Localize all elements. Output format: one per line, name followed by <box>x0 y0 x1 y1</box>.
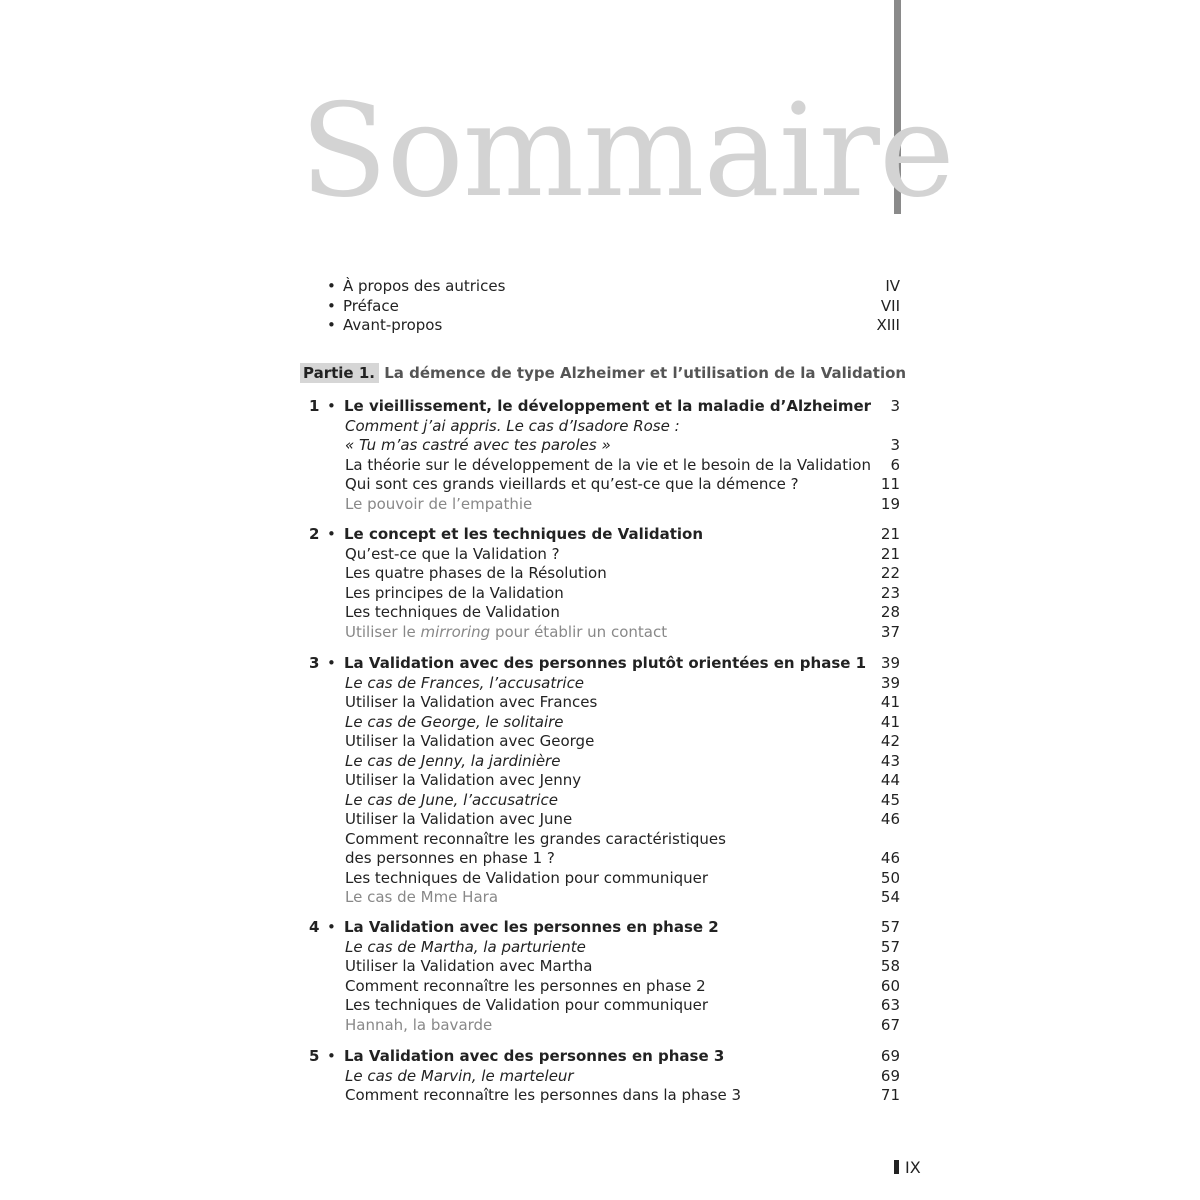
toc-entry[interactable] <box>300 435 900 455</box>
toc-entry-label: Comment j’ai appris. Le cas d’Isadore Rose : <box>345 417 680 435</box>
bullet-icon: • <box>327 297 336 315</box>
partie-heading <box>300 362 906 384</box>
toc-chapter-3[interactable] <box>300 653 900 673</box>
bullet-icon: • <box>327 316 336 334</box>
toc-chapter-2[interactable] <box>300 524 900 544</box>
toc-entry-page: 28 <box>880 603 900 621</box>
toc-entry-page: 43 <box>880 752 900 770</box>
bullet-icon: • <box>327 397 336 415</box>
chapter-number: 4 <box>309 918 320 936</box>
toc-entry-label: Le cas de Frances, l’accusatrice <box>345 674 585 692</box>
toc-entry-label: Le cas de Marvin, le marteleur <box>345 1067 574 1085</box>
toc-entry-page: 41 <box>880 693 900 711</box>
toc-entry-label: « Tu m’as castré avec tes paroles » <box>345 436 611 454</box>
toc-entry[interactable] <box>300 602 900 622</box>
toc-entry-page: 41 <box>880 713 900 731</box>
toc-entry-page: XIII <box>876 316 900 334</box>
toc-entry[interactable] <box>300 995 900 1015</box>
page-footer <box>894 1158 921 1178</box>
chapter-title: La Validation avec des personnes plutôt orientées en phase 1 <box>344 654 867 672</box>
toc-entry-label: Les principes de la Validation <box>345 584 564 602</box>
bullet-icon: • <box>327 918 336 936</box>
toc-entry[interactable] <box>300 976 900 996</box>
toc-entry[interactable] <box>300 829 900 849</box>
toc-entry-page: 3 <box>890 436 900 454</box>
toc-entry-label: Le cas de Martha, la parturiente <box>345 938 586 956</box>
page-title: Sommaire <box>300 77 954 226</box>
bullet-icon: • <box>327 277 336 295</box>
toc-entry-page: 23 <box>880 584 900 602</box>
toc-entry[interactable] <box>300 1085 900 1105</box>
toc-entry-page: IV <box>885 277 900 295</box>
toc-entry-page: VII <box>880 297 900 315</box>
toc-entry-label: Les techniques de Validation <box>345 603 560 621</box>
toc-entry-label: Comment reconnaître les grandes caractéristiques <box>345 830 726 848</box>
toc-entry[interactable] <box>300 563 900 583</box>
toc-entry-label: Les techniques de Validation pour communiquer <box>345 869 709 887</box>
chapter-page: 69 <box>880 1047 900 1065</box>
toc-entry[interactable] <box>300 848 900 868</box>
chapter-number: 2 <box>309 525 320 543</box>
bullet-icon: • <box>327 654 336 672</box>
page-number: IX <box>905 1158 921 1177</box>
toc-entry[interactable] <box>300 583 900 603</box>
toc-entry-page: 11 <box>880 475 900 493</box>
toc-entry[interactable] <box>300 712 900 732</box>
toc-entry[interactable] <box>300 731 900 751</box>
toc-front-item[interactable] <box>300 296 900 316</box>
chapter-number: 5 <box>309 1047 320 1065</box>
chapter-title: Le vieillissement, le développement et la maladie d’Alzheimer <box>344 397 872 415</box>
footer-bar-mark <box>894 1160 899 1174</box>
toc-entry-label: Les techniques de Validation pour communiquer <box>345 996 709 1014</box>
toc-entry[interactable] <box>300 544 900 564</box>
toc-entry-page: 21 <box>880 545 900 563</box>
toc-entry[interactable] <box>300 868 900 888</box>
toc-entry-label: Le pouvoir de l’empathie <box>345 495 533 513</box>
toc-entry-page: 50 <box>880 869 900 887</box>
toc-entry-page: 46 <box>880 810 900 828</box>
toc-entry[interactable] <box>300 455 900 475</box>
toc-entry[interactable] <box>300 416 900 436</box>
partie-title: La démence de type Alzheimer et l’utilisation de la Validation <box>384 364 907 382</box>
toc-entry[interactable] <box>300 751 900 771</box>
toc-entry-label: Utiliser la Validation avec Jenny <box>345 771 582 789</box>
toc-front-item[interactable] <box>300 276 900 296</box>
toc-entry[interactable] <box>300 956 900 976</box>
toc-entry[interactable] <box>300 673 900 693</box>
toc-entry[interactable] <box>300 1066 900 1086</box>
toc-entry-label: Le cas de Jenny, la jardinière <box>345 752 561 770</box>
toc-entry-page: 45 <box>880 791 900 809</box>
toc-entry[interactable] <box>300 494 900 514</box>
toc-entry-page: 37 <box>880 623 900 641</box>
toc-chapter-1[interactable] <box>300 396 900 416</box>
toc-entry-label: Le cas de Mme Hara <box>345 888 499 906</box>
toc-entry-page: 46 <box>880 849 900 867</box>
toc-entry-page: 6 <box>890 456 900 474</box>
toc-entry[interactable] <box>300 887 900 907</box>
toc-chapter-5[interactable] <box>300 1046 900 1066</box>
toc-entry-page: 42 <box>880 732 900 750</box>
toc-entry-label: Qui sont ces grands vieillards et qu’est-ce que la démence ? <box>345 475 799 493</box>
toc-entry-page: 57 <box>880 938 900 956</box>
toc-entry-label: Le cas de George, le solitaire <box>345 713 564 731</box>
toc-entry[interactable] <box>300 692 900 712</box>
chapter-title: La Validation avec les personnes en phase 2 <box>344 918 719 936</box>
toc-entry-label: Comment reconnaître les personnes en phase 2 <box>345 977 706 995</box>
toc-entry[interactable] <box>300 770 900 790</box>
toc-entry-label: À propos des autrices <box>343 277 506 295</box>
chapter-number: 3 <box>309 654 320 672</box>
toc-entry[interactable] <box>300 937 900 957</box>
toc-chapter-4[interactable] <box>300 917 900 937</box>
toc-entry-page: 63 <box>880 996 900 1014</box>
toc-entry-page: 67 <box>880 1016 900 1034</box>
toc-entry-label: Utiliser la Validation avec June <box>345 810 573 828</box>
toc-entry-page: 58 <box>880 957 900 975</box>
toc-entry-label: des personnes en phase 1 ? <box>345 849 555 867</box>
chapter-title: La Validation avec des personnes en phase 3 <box>344 1047 725 1065</box>
chapter-title: Le concept et les techniques de Validation <box>344 525 704 543</box>
toc-entry-label: Hannah, la bavarde <box>345 1016 493 1034</box>
toc-entry-label: Qu’est-ce que la Validation ? <box>345 545 560 563</box>
toc-entry-label: Avant-propos <box>343 316 443 334</box>
toc-entry-page: 44 <box>880 771 900 789</box>
chapter-page: 57 <box>880 918 900 936</box>
toc-entry-page: 69 <box>880 1067 900 1085</box>
toc-entry-label: Utiliser la Validation avec George <box>345 732 595 750</box>
toc-entry[interactable] <box>300 474 900 494</box>
toc-entry-label: Les quatre phases de la Résolution <box>345 564 607 582</box>
toc-entry[interactable] <box>300 1015 900 1035</box>
toc-entry-page: 71 <box>880 1086 900 1104</box>
toc-entry-label: Le cas de June, l’accusatrice <box>345 791 558 809</box>
bullet-icon: • <box>327 525 336 543</box>
partie-tag: Partie 1. <box>300 363 379 383</box>
toc-entry-page: 60 <box>880 977 900 995</box>
toc-entry[interactable] <box>300 809 900 829</box>
toc-entry-label: Utiliser la Validation avec Martha <box>345 957 593 975</box>
chapter-page: 3 <box>890 397 900 415</box>
toc-entry-page: 54 <box>880 888 900 906</box>
bullet-icon: • <box>327 1047 336 1065</box>
toc-entry-page: 22 <box>880 564 900 582</box>
toc-front-item[interactable] <box>300 315 900 335</box>
toc-entry-label: Utiliser la Validation avec Frances <box>345 693 598 711</box>
toc-entry-label: La théorie sur le développement de la vie et le besoin de la Validation <box>345 456 871 474</box>
chapter-number: 1 <box>309 397 320 415</box>
toc-entry-label: Préface <box>343 297 399 315</box>
toc-entry-label: Utiliser le mirroring pour établir un contact <box>345 623 668 641</box>
toc-entry[interactable] <box>300 622 900 642</box>
toc-entry-label: Comment reconnaître les personnes dans la phase 3 <box>345 1086 742 1104</box>
toc-entry-page: 19 <box>880 495 900 513</box>
chapter-page: 39 <box>880 654 900 672</box>
toc-entry[interactable] <box>300 790 900 810</box>
toc-entry-page: 39 <box>880 674 900 692</box>
chapter-page: 21 <box>880 525 900 543</box>
